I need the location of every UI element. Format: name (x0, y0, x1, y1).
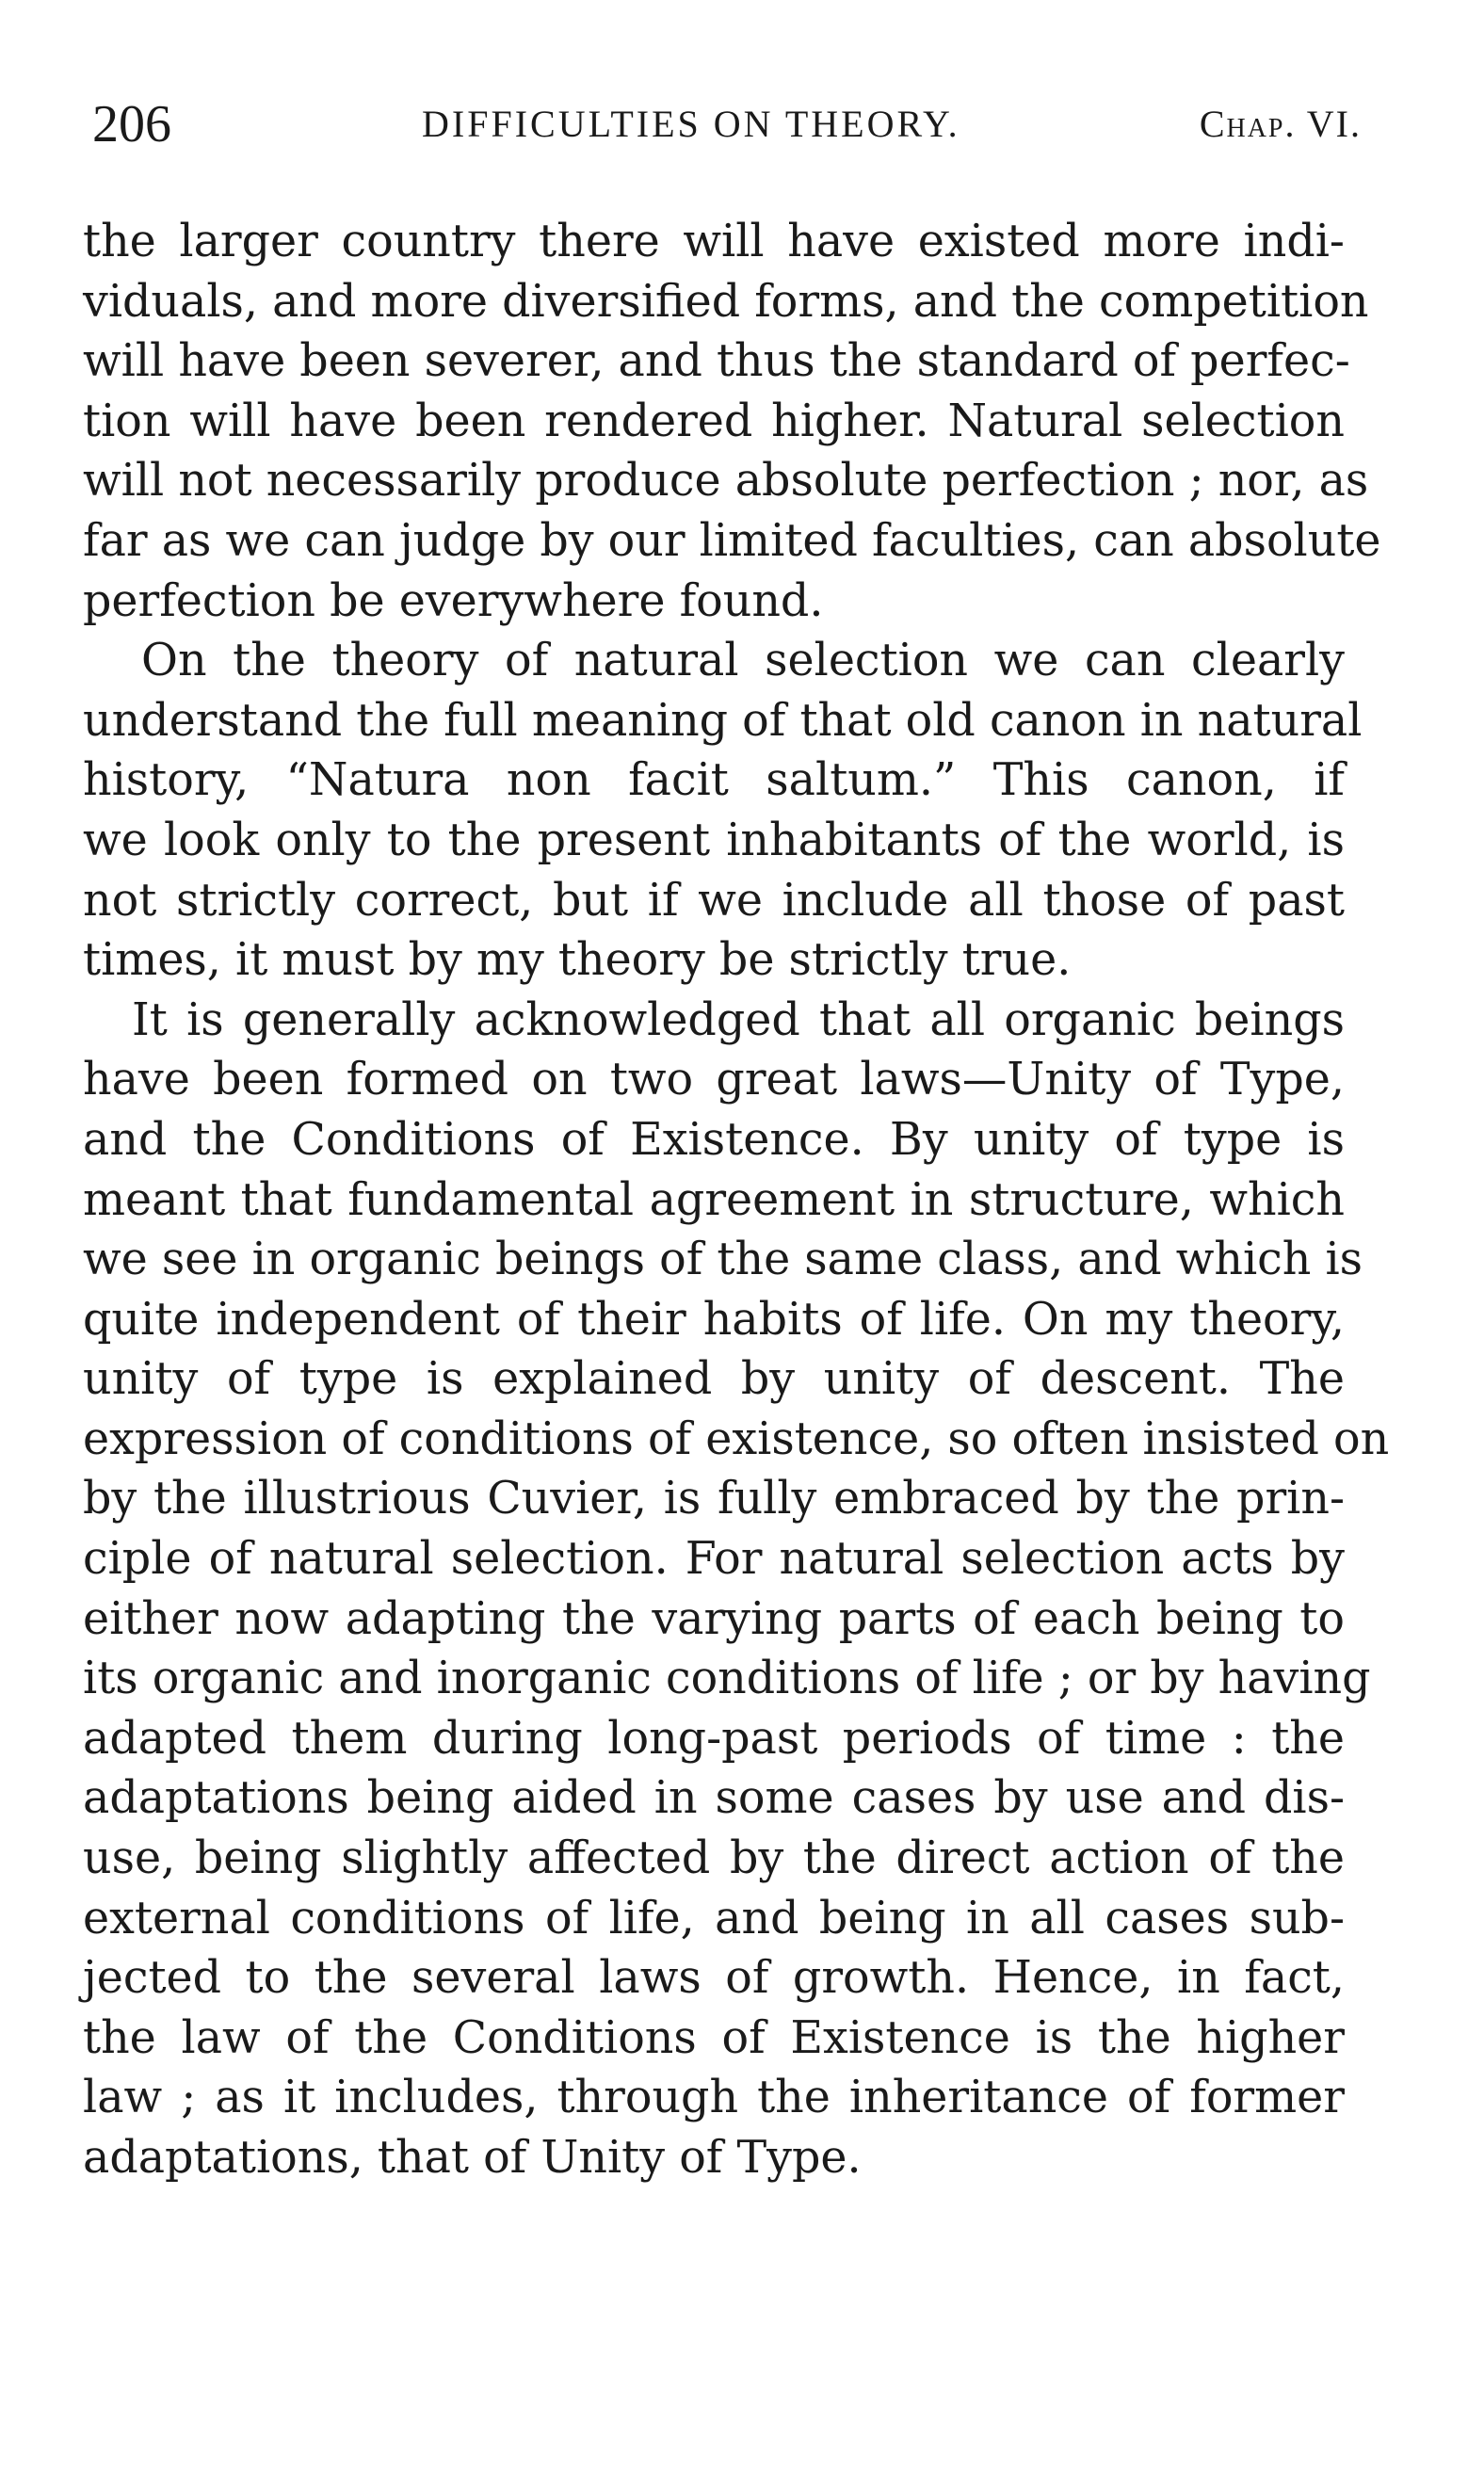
text-line: will have been severer, and thus the standard of perfec- (83, 335, 1350, 388)
text-line: far as we can judge by our limited faculties, can absolute (83, 514, 1381, 567)
text-line: not strictly correct, but if we include all those of past (83, 874, 1345, 927)
text-line: will not necessarily produce absolute perfection ; nor, as (83, 455, 1369, 508)
text-line: times, it must by my theory be strictly true. (83, 934, 1072, 987)
text-line: by the illustrious Cuvier, is fully embraced by the prin- (83, 1473, 1345, 1525)
body-text (83, 212, 1390, 2188)
text-line: On the theory of natural selection we can clearly (141, 635, 1345, 687)
text-line: unity of type is explained by unity of descent. The (83, 1353, 1345, 1406)
text-line: we see in organic beings of the same class, and which is (83, 1234, 1363, 1286)
text-line: jected to the several laws of growth. Hence, in fact, (83, 1952, 1345, 2005)
text-line: quite independent of their habits of life. On my theory, (83, 1293, 1345, 1346)
text-line: have been formed on two great laws—Unity of Type, (83, 1054, 1345, 1106)
text-line: viduals, and more diversified forms, and the competition (83, 275, 1369, 328)
text-line: understand the full meaning of that old canon in natural (83, 694, 1363, 747)
running-title: DIFFICULTIES ON THEORY. (422, 103, 960, 145)
text-line: we look only to the present inhabitants of the world, is (83, 814, 1345, 866)
page-number: 206 (92, 95, 171, 153)
text-line: adaptations, that of Unity of Type. (83, 2132, 862, 2184)
text-line: external conditions of life, and being in all cases sub- (83, 1892, 1345, 1944)
text-line: ciple of natural selection. For natural selection acts by (83, 1533, 1345, 1586)
chapter-label: Chap. VI. (1199, 103, 1362, 145)
text-line: adaptations being aided in some cases by use and dis- (83, 1772, 1345, 1825)
page-header (92, 87, 1362, 162)
text-line: use, being slightly affected by the direct action of the (83, 1832, 1345, 1885)
text-line: either now adapting the varying parts of each being to (83, 1592, 1345, 1645)
text-line: expression of conditions of existence, so often insisted on (83, 1412, 1390, 1465)
text-line: the law of the Conditions of Existence is the higher (83, 2011, 1345, 2064)
text-line: perfection be everywhere found. (83, 574, 824, 627)
text-line: adapted them during long-past periods of time : the (83, 1712, 1345, 1765)
text-line: tion will have been rendered higher. Natural selection (83, 395, 1345, 447)
text-line: It is generally acknowledged that all organic beings (132, 993, 1345, 1046)
text-line: and the Conditions of Existence. By unity of type is (83, 1113, 1345, 1166)
text-line: history, “Natura non facit saltum.” This canon, if (83, 754, 1345, 807)
text-line: the larger country there will have existed more indi- (83, 216, 1345, 267)
text-line: its organic and inorganic conditions of life ; or by having (83, 1653, 1371, 1705)
text-line: meant that fundamental agreement in structure, which (83, 1173, 1345, 1226)
text-line: law ; as it includes, through the inheritance of former (83, 2072, 1345, 2124)
